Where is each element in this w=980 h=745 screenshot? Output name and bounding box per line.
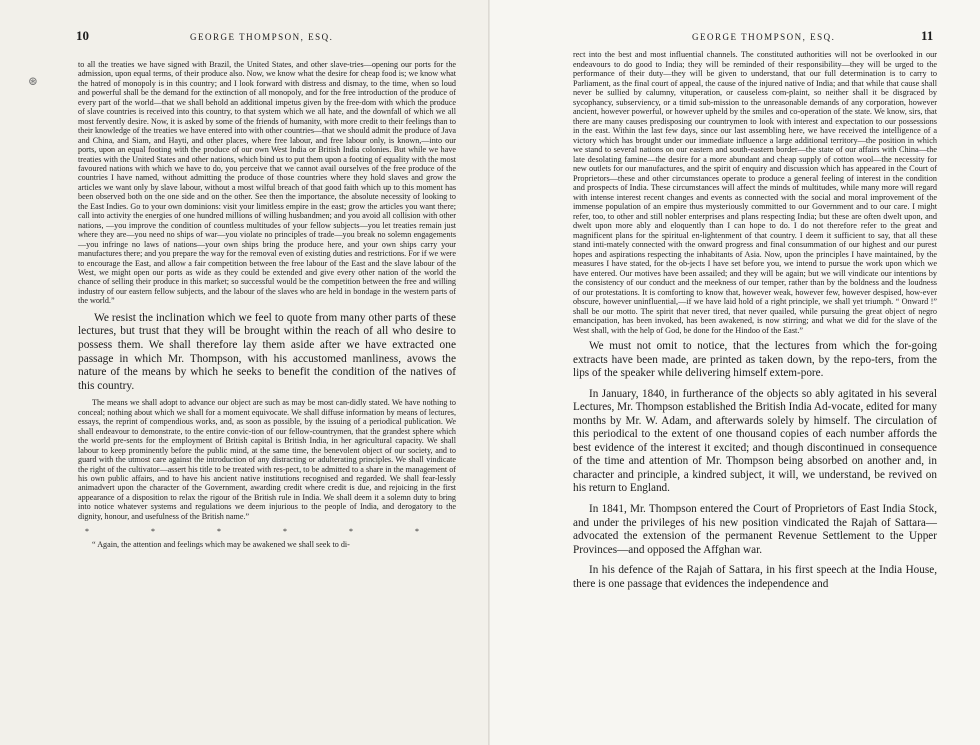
page-body — [78, 60, 456, 556]
quoted-passage: rect into the best and most influential channels. The constituted authorities will not be overlooked in our endeavours to do good to India; they will be reminded of their responsibility—they will be urged to the performance of their duty—they will be given to understand, that our full determination is to carry to Parliament, as the final court of appeal, the cause of the injured native of India; and that while that cause shall never be sullied by calumny, vituperation, or causeless com-plaint, so neither shall it be disgraced by sycophancy, subserviency, or a timid sub-mission to the unreasonable demands of any corporation, however ancient, however powerful, or however upheld by the smiles and co-operation of the state. We know, sirs, that there are many causes predisposing our countrymen to look with interest and expectation to our possessions in the east. Within the last few days, since our last assembling here, we have received the intelligence of a victory which has brought under our immediate influence a large additional territory—the position in which we stand to several nations on our eastern and south-eastern border—the state of our affairs with China—the late desolating famine—the desire for a more abundant and cheap supply of cotton wool—the necessity for new outlets for our manufactures, and the spirit of enquiry and discussion which has appeared in the Court of Proprietors—these and other circumstances operate to produce a general feeling of interest in the condition and prospects of India. These circumstances will affect the minds of multitudes, while many more will regard with intense interest recent changes and events as connected with the social and moral improvement of the immense population of an empire thus mysteriously committed to our Government and to our care. I might refer, too, to other and still nobler enterprises and plans respecting India; but these are often dwelt upon, and dwelt upon more ably and eloquently than I can hope to do. I do not therefore refer to the great and magnificent plans for the spiritual en-lightenment of that country. I deem it sufficient to say, that all these stand inti-mately connected with the onward progress and final consummation of our highest and our purest hopes and aspirations respecting the inhabitants of Asia. Now, upon the principles I have maintained, by the measures I have stated, for the ob-jects I have set before you, we intend to pursue the work upon which we have entered. Our motives have been assailed; and they will be again; but we will vindicate our intentions by the consistency of our conduct and the meekness of our temper, rather than by the boldness and the loudness of our protestations. It is comforting to know that, however weak, however few, however despised, how-ever obscure, however uninfluential,—if we have laid hold of a right principle, we shall yet triumph. “ Onward !” shall be our motto. The spirit that never tired, that never quailed, while pursuing the great object of negro emancipation, has been invoked, has been awakened, is now stirring; and what we did for the slave of the West shall, with the help of God, be done for the Hindoo of the East.” — [573, 50, 937, 335]
page-body — [573, 50, 937, 598]
body-paragraph: We resist the inclination which we feel to quote from many other parts of these lectures, but trust that they will be brought within the reach of all who desire to possess them. We shall therefore lay them aside after we have extracted one passage in which Mr. Thompson, with his accustomed manliness, avows the nature of the means by which he seeks to benefit the condition of the natives of this country. — [78, 311, 456, 392]
page-number: 10 — [76, 28, 89, 43]
body-paragraph: We must not omit to notice, that the lectures from which the for-going extracts have been made, are printed as taken down, by the repo-ters, from the lips of the speaker while delivering himself extem-pore. — [573, 340, 937, 380]
quoted-passage: to all the treaties we have signed with Brazil, the United States, and other slave-tries—opening our ports for the admission, upon equal terms, of their produce also. Now, we know what the desire for cheap food is; we know what the hatred of monopoly is in this country; and I look forward with distress and dismay, to the time, when so loud and powerful shall be the demand for the extinction of all monopoly, and for the free introduction of the produce of every part of the world—that we shall behold an additional impetus given by the free-dom with which the produce of slave countries is received into this country, to that system which we all hate, and the downfall of which we all most fervently desire. Now, it is asked by some of the friends of humanity, with more credit to their feelings than to their knowledge of the treaties we have entered into with other countries—that we should admit the produce of Java and China, and Siam, and Hayti, and other places, where free labour, and free labour only, is known,—into our ports, upon an equal footing with the produce of our own West India or British India colonies. But while we have treaties with the United States and other nations, which bind us to put them upon a footing of equality with the most favoured nations with which we have to do, you perceive that we cannot avail ourselves of the free produce of the countries I have named, without admitting the produce of those countries where they hold slaves and grow the articles we want only by slave labour, without a most wilful breach of that good faith which up to this moment has been observed both on the one side and on the other. See then the importance, the absolute necessity of looking to the East Indies. Go to your own dominions: visit your limitless empire in the east; grow the articles you want there; call into activity the energies of one hundred millions of willing husbandmen; and you avoid all collision with other nations, —you improve the condition of countless multitudes of your fellow subjects—you let treaties remain just where they are—you need no ships of war—you violate no principles of trade—you break no solemn engagements—you infringe no laws of nations—your own ships bring the produce here, and your own ships carry your manufactures there; and you prepare the way for the removal even of existing duties and restrictions. For if we were to encourage the East, and allow a fair competition between the free labour of the East and the slave labour of the West, we might open our ports as wide as they could be extended and give every other nation of the world the chance of selling their produce in this market; so successful would be the competition between the free and willing industry of our eastern fellow subjects, and the labour of the slaves who are held in bondage in the western parts of the world.” — [78, 60, 456, 306]
body-paragraph: In 1841, Mr. Thompson entered the Court of Proprietors of East India Stock, and under the privileges of his new position vindicated the Rajah of Sattara—advocated the extension of the permanent Revenue Settlement to the Upper Provinces—and opposed the Affghan war. — [573, 503, 937, 556]
running-head: GEORGE THOMPSON, ESQ. — [692, 32, 836, 42]
page-number: 11 — [921, 28, 934, 43]
section-separator: * * * * * * — [85, 527, 449, 537]
quoted-passage: The means we shall adopt to advance our object are such as may be most can-didly stated. We have nothing to conceal; nothing about which we shall for a moment equivocate. We shall diffuse information by means of lectures, essays, the reprint of compendious works, and, as soon as possible, by the issuing of a periodical publication. We shall endeavour to demonstrate, to the entire convic-tion of our fellow-countrymen, that the grandest sphere which the world pre-sents for the employment of British capital is British India, in her agricultural capacity. We shall labour to keep prominently before the public mind, at the same time, the benevolent object of our society, and to guard with the utmost care against the introduction of any distracting or adulterating principles. We shall vindicate the right of the cultivator—assert his title to be treated with res-pect, to be admitted to a share in the management of his own public affairs, and to have his ancient native institutions recognised and regarded. We shall fear-lessly animadvert upon the character of the Government, awarding credit where credit is due, and rejoicing in the first appearance of a disposition to relax the rigour of the British rule in India. We shall deem it a solemn duty to bring into notice whatever systems and regulations we deem injurious to the people of India, and derogatory to the dignity, honour, and usefulness of the British name.” — [78, 398, 456, 521]
quoted-passage: “ Again, the attention and feelings which may be awakened we shall seek to di- — [92, 540, 350, 550]
running-head: GEORGE THOMPSON, ESQ. — [190, 32, 334, 42]
right-page — [490, 0, 980, 745]
margin-ink-mark: ⊛ — [28, 74, 39, 88]
body-paragraph: In January, 1840, in furtherance of the objects so ably agitated in his several Lectures, Mr. Thompson established the British India Ad-vocate, edited for many months by Mr. W. Adam, and afterwards solely by himself. The circulation of this periodical to the extent of one thousand copies of each number affords the best evidence of the interest it excited; and though discontinued in consequence of the time and attention of Mr. Thompson being absorbed on another and, in character and principle, a kindred subject, it will, we understand, be revived on his return to England. — [573, 387, 937, 495]
body-paragraph: In his defence of the Rajah of Sattara, in his first speech at the India House, there is one passage that evidences the independence and — [573, 564, 937, 590]
